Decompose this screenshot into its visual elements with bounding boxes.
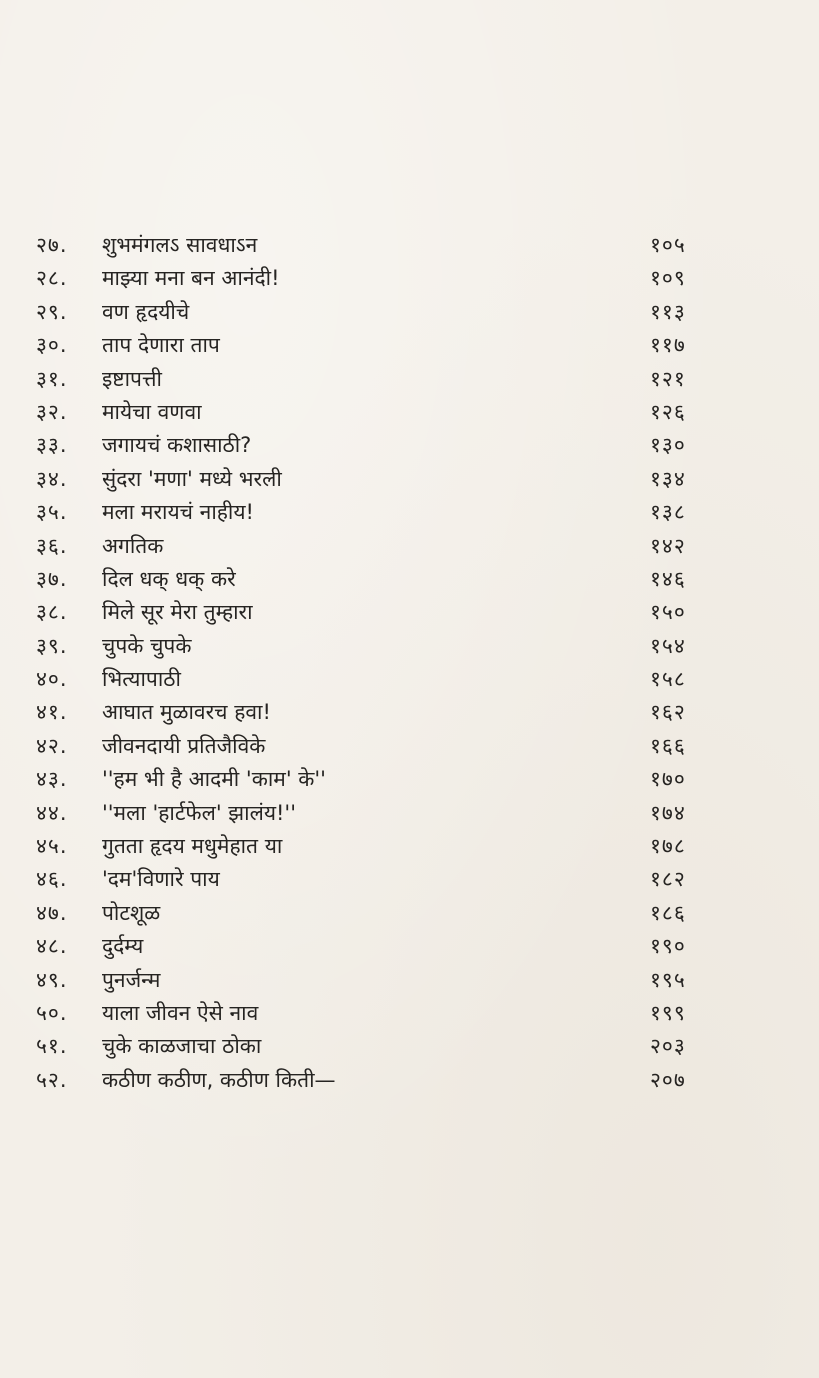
chapter-number: ४९. (36, 967, 68, 992)
page-number: ११७ (650, 333, 686, 358)
chapter-number: २८. (36, 266, 68, 291)
chapter-title: भित्यापाठी (102, 667, 181, 692)
chapter-title: वण हृदयीचे (102, 299, 190, 324)
chapter-number: ३९. (36, 633, 68, 658)
chapter-title: ''हम भी है आदमी 'काम' के'' (102, 767, 326, 792)
toc-entry (36, 864, 756, 897)
page-number: १९५ (650, 967, 686, 992)
toc-entry (36, 965, 756, 998)
chapter-number: ४१. (36, 700, 68, 725)
toc-entry (36, 597, 756, 630)
chapter-title: अगतिक (102, 533, 164, 558)
page-number: २०३ (650, 1034, 686, 1059)
chapter-number: ३७. (36, 566, 68, 591)
page-number: १५० (650, 600, 686, 625)
chapter-title: चुपके चुपके (102, 633, 192, 658)
toc-entry (36, 297, 756, 330)
toc-entry (36, 564, 756, 597)
toc-entry (36, 831, 756, 864)
toc-entry (36, 330, 756, 363)
toc-entry (36, 998, 756, 1031)
chapter-number: ५०. (36, 1000, 68, 1025)
chapter-title: इष्टापत्ती (102, 366, 162, 391)
chapter-title: गुतता हृदय मधुमेहात या (102, 834, 283, 859)
page-number: १३८ (650, 500, 686, 525)
chapter-title: पुनर्जन्म (102, 967, 161, 992)
toc-entry (36, 731, 756, 764)
chapter-title: ''मला 'हार्टफेल' झालंय!'' (102, 800, 296, 825)
chapter-number: ४७. (36, 900, 68, 925)
page-number: १०५ (650, 233, 686, 257)
page-number: १७० (650, 767, 686, 792)
chapter-title: चुके काळजाचा ठोका (102, 1034, 262, 1059)
chapter-number: ४६. (36, 867, 68, 892)
chapter-title: ताप देणारा ताप (102, 333, 220, 358)
chapter-number: ४२. (36, 733, 68, 758)
chapter-title: दुर्दम्य (102, 934, 144, 959)
chapter-title: मला मरायचं नाहीय! (102, 500, 254, 525)
chapter-number: ३२. (36, 399, 68, 424)
toc-entry (36, 631, 756, 664)
chapter-title: आघात मुळावरच हवा! (102, 700, 271, 725)
chapter-number: ५१. (36, 1034, 68, 1059)
page-number: १३० (650, 433, 686, 458)
table-of-contents (36, 230, 756, 1098)
chapter-number: ३८. (36, 600, 68, 625)
page-number: १६६ (650, 733, 686, 758)
chapter-title: जगायचं कशासाठी? (102, 433, 252, 458)
chapter-number: ४४. (36, 800, 68, 825)
chapter-title: पोटशूळ (102, 900, 161, 925)
toc-entry (36, 497, 756, 530)
page-number: २०७ (650, 1067, 686, 1092)
page-number: १९९ (650, 1000, 686, 1025)
page-number: १४२ (650, 533, 686, 558)
toc-entry (36, 364, 756, 397)
chapter-number: ४८. (36, 934, 68, 959)
chapter-title: कठीण कठीण, कठीण किती— (102, 1067, 336, 1092)
page-number: १७४ (650, 800, 686, 825)
chapter-title: मायेचा वणवा (102, 399, 202, 424)
chapter-number: ५२. (36, 1067, 68, 1092)
page-number: १३४ (650, 466, 686, 491)
page-number: ११३ (650, 299, 686, 324)
chapter-number: ३४. (36, 466, 68, 491)
chapter-title: जीवनदायी प्रतिजैविके (102, 733, 266, 758)
page-number: १५८ (650, 667, 686, 692)
toc-entry (36, 697, 756, 730)
chapter-title: सुंदरा 'मणा' मध्ये भरली (102, 466, 282, 491)
page-number: १९० (650, 934, 686, 959)
page-number: १२६ (650, 399, 686, 424)
toc-entry (36, 397, 756, 430)
toc-entry (36, 931, 756, 964)
chapter-number: ४०. (36, 667, 68, 692)
page-number: १२१ (650, 366, 686, 391)
toc-entry (36, 263, 756, 296)
toc-entry (36, 464, 756, 497)
toc-entry (36, 898, 756, 931)
page-number: १७८ (650, 834, 686, 859)
chapter-number: ३३. (36, 433, 68, 458)
chapter-title: शुभमंगलऽ सावधाऽन (102, 233, 258, 257)
chapter-number: २९. (36, 299, 68, 324)
chapter-number: ३६. (36, 533, 68, 558)
page-number: १०९ (650, 266, 686, 291)
toc-entry (36, 764, 756, 797)
toc-entry (36, 664, 756, 697)
chapter-title: 'दम'विणारे पाय (102, 867, 220, 892)
page-number: १८२ (650, 867, 686, 892)
chapter-number: ३५. (36, 500, 68, 525)
toc-entry (36, 430, 756, 463)
toc-entry (36, 1031, 756, 1064)
chapter-title: मिले सूर मेरा तुम्हारा (102, 600, 253, 625)
toc-entry (36, 531, 756, 564)
page-number: १६२ (650, 700, 686, 725)
toc-entry (36, 798, 756, 831)
page-number: १५४ (650, 633, 686, 658)
chapter-title: याला जीवन ऐसे नाव (102, 1000, 259, 1025)
toc-entry (36, 1065, 756, 1098)
chapter-number: ३०. (36, 333, 68, 358)
chapter-number: ४५. (36, 834, 68, 859)
chapter-number: ३१. (36, 366, 68, 391)
toc-entry (36, 230, 756, 263)
chapter-title: दिल धक् धक् करे (102, 566, 236, 591)
page-number: १४६ (650, 566, 686, 591)
chapter-title: माझ्या मना बन आनंदी! (102, 266, 280, 291)
chapter-number: २७. (36, 233, 68, 257)
chapter-number: ४३. (36, 767, 68, 792)
page-number: १८६ (650, 900, 686, 925)
